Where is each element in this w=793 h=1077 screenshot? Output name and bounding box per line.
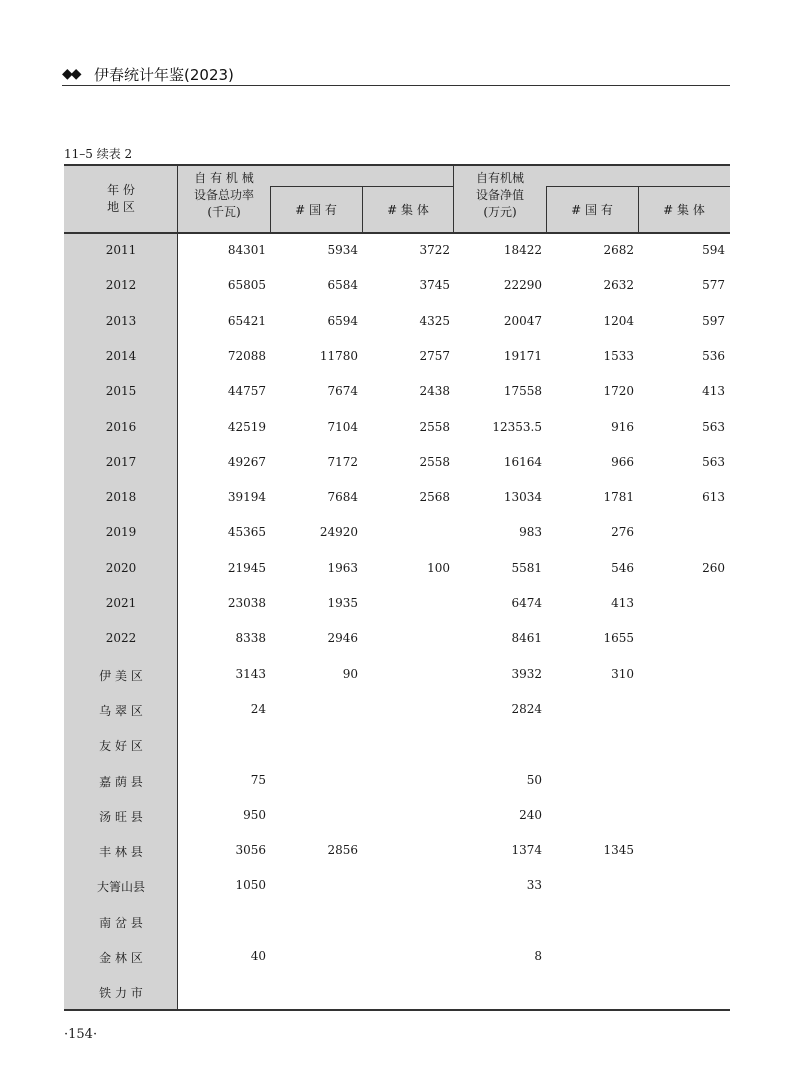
row-label: 嘉 荫 县 <box>99 774 143 789</box>
row-label: 2017 <box>105 454 137 469</box>
table-cell: 2824 <box>511 701 542 716</box>
table-cell: 8 <box>534 949 542 963</box>
table-cell: 276 <box>611 525 634 540</box>
page-number: ·154· <box>64 1027 98 1042</box>
table-cell: 45365 <box>227 525 266 540</box>
table-cell: 8338 <box>235 631 266 646</box>
table-cell: 75 <box>250 772 266 787</box>
header-rule <box>62 85 730 86</box>
table-cell: 2682 <box>603 243 634 257</box>
header-collective-2: # 集 体 <box>663 203 705 217</box>
table-id: 11–5 续表 2 <box>64 147 133 161</box>
row-label: 2011 <box>105 243 137 257</box>
table-cell: 2558 <box>419 419 450 434</box>
table-cell: 33 <box>526 878 542 893</box>
table-cell: 18422 <box>503 243 542 257</box>
header-power-line1: 自 有 机 械 <box>194 171 254 185</box>
row-label: 丰 林 县 <box>99 845 143 860</box>
table-cell: 8461 <box>511 631 542 646</box>
table-cell: 1345 <box>603 843 634 858</box>
table-cell: 11780 <box>319 348 358 363</box>
table-cell: 2632 <box>603 278 634 293</box>
table-cell: 2568 <box>419 490 450 505</box>
table-cell: 6584 <box>327 278 358 293</box>
header-collective-1: # 集 体 <box>387 203 429 217</box>
table-cell: 100 <box>427 560 450 575</box>
table-cell: 260 <box>702 560 725 575</box>
row-label: 南 岔 县 <box>99 915 143 930</box>
table-cell: 6594 <box>327 313 358 328</box>
table-cell: 1963 <box>327 560 358 575</box>
row-label: 金 林 区 <box>99 951 143 965</box>
table-cell: 22290 <box>503 278 542 293</box>
table-cell: 597 <box>702 313 725 328</box>
row-label: 乌 翠 区 <box>99 703 143 718</box>
table-cell: 42519 <box>227 419 266 434</box>
table-cell: 2438 <box>419 384 450 399</box>
table-cell: 19171 <box>503 348 542 363</box>
table-cell: 240 <box>519 807 542 822</box>
table-cell: 13034 <box>503 490 542 505</box>
table-cell: 23038 <box>227 596 266 610</box>
diamond-icon: ◆◆ <box>62 66 80 82</box>
table-cell: 1533 <box>603 348 634 363</box>
header-year-label: 年 份 <box>107 183 135 197</box>
row-label: 2014 <box>105 348 137 363</box>
table-cell: 6474 <box>511 596 542 610</box>
table-cell: 12353.5 <box>492 419 542 434</box>
header-value-unit: (万元) <box>483 205 517 219</box>
table-cell: 3056 <box>235 843 266 858</box>
table-cell: 3722 <box>419 243 450 257</box>
row-label: 大箐山县 <box>96 880 145 895</box>
table-cell: 594 <box>702 243 725 257</box>
row-label: 2018 <box>105 490 137 505</box>
table-cell: 1720 <box>603 384 634 399</box>
page-header <box>62 63 730 85</box>
row-label: 2013 <box>105 313 137 328</box>
table-cell: 1204 <box>603 313 634 328</box>
header-equipment-power <box>178 170 270 221</box>
table-cell: 1050 <box>235 878 266 893</box>
header-value-line2: 设备净值 <box>475 188 524 202</box>
statistics-table <box>64 164 730 1011</box>
table-cell: 50 <box>526 772 542 787</box>
table-top-rule <box>64 164 730 166</box>
row-label: 2022 <box>105 631 137 646</box>
table-cell: 7674 <box>327 384 358 399</box>
table-cell: 1374 <box>511 843 542 858</box>
table-cell: 7684 <box>327 490 358 505</box>
table-cell: 536 <box>702 348 725 363</box>
table-bottom-rule <box>64 1009 730 1011</box>
table-cell: 44757 <box>227 384 266 399</box>
table-cell: 5934 <box>327 243 358 257</box>
table-cell: 90 <box>342 666 358 681</box>
table-cell: 2558 <box>419 454 450 469</box>
header-year-region <box>64 182 178 216</box>
table-cell: 1781 <box>603 490 634 505</box>
table-cell: 17558 <box>503 384 542 399</box>
row-label: 2012 <box>105 278 137 293</box>
row-label: 2019 <box>105 525 137 540</box>
row-label: 铁 力 市 <box>99 986 143 1001</box>
table-cell: 20047 <box>503 313 542 328</box>
table-cell: 7172 <box>327 454 358 469</box>
table-cell: 16164 <box>503 454 542 469</box>
header-bottom-rule <box>64 232 730 234</box>
header-region-label: 地 区 <box>107 200 135 214</box>
table-cell: 3932 <box>511 666 542 681</box>
table-cell: 546 <box>611 560 634 575</box>
row-label: 2016 <box>105 419 137 434</box>
table-cell: 310 <box>611 666 634 681</box>
table-cell: 65421 <box>227 313 266 328</box>
table-cell: 4325 <box>419 313 450 328</box>
header-power-line2: 设备总功率 <box>193 188 254 202</box>
table-cell: 413 <box>702 384 725 399</box>
table-cell: 1655 <box>603 631 634 646</box>
header-state-owned-1: # 国 有 <box>295 203 337 217</box>
table-cell: 966 <box>611 454 634 469</box>
table-cell: 3143 <box>235 666 266 681</box>
header-equipment-value <box>454 170 546 221</box>
table-cell: 40 <box>250 949 266 963</box>
header-state-owned-2: # 国 有 <box>571 203 613 217</box>
book-title: 伊春统计年鉴(2023) <box>94 66 234 84</box>
table-cell: 2856 <box>327 843 358 858</box>
header-value-line1: 自有机械 <box>475 171 524 185</box>
row-label: 2020 <box>105 560 137 575</box>
table-cell: 21945 <box>227 560 266 575</box>
table-cell: 916 <box>611 419 634 434</box>
table-cell: 5581 <box>511 560 542 575</box>
table-cell: 24920 <box>319 525 358 540</box>
row-label: 汤 旺 县 <box>99 809 143 824</box>
row-label: 友 好 区 <box>99 739 143 754</box>
table-cell: 84301 <box>227 243 266 257</box>
table-cell: 983 <box>519 525 542 540</box>
table-cell: 7104 <box>327 419 358 434</box>
table-cell: 3745 <box>419 278 450 293</box>
table-cell: 2757 <box>419 348 450 363</box>
row-label: 2021 <box>105 596 137 610</box>
table-cell: 65805 <box>227 278 266 293</box>
table-cell: 613 <box>702 490 725 505</box>
table-cell: 577 <box>702 278 725 293</box>
table-cell: 950 <box>243 807 266 822</box>
table-cell: 39194 <box>227 490 266 505</box>
table-cell: 413 <box>611 596 634 610</box>
table-cell: 563 <box>702 454 725 469</box>
row-label: 伊 美 区 <box>99 668 143 683</box>
header-power-unit: (千瓦) <box>207 205 241 219</box>
row-label: 2015 <box>105 384 137 399</box>
table-cell: 1935 <box>327 596 358 610</box>
table-cell: 49267 <box>227 454 266 469</box>
table-cell: 72088 <box>227 348 266 363</box>
table-cell: 563 <box>702 419 725 434</box>
table-cell: 2946 <box>327 631 358 646</box>
table-cell: 24 <box>250 701 266 716</box>
